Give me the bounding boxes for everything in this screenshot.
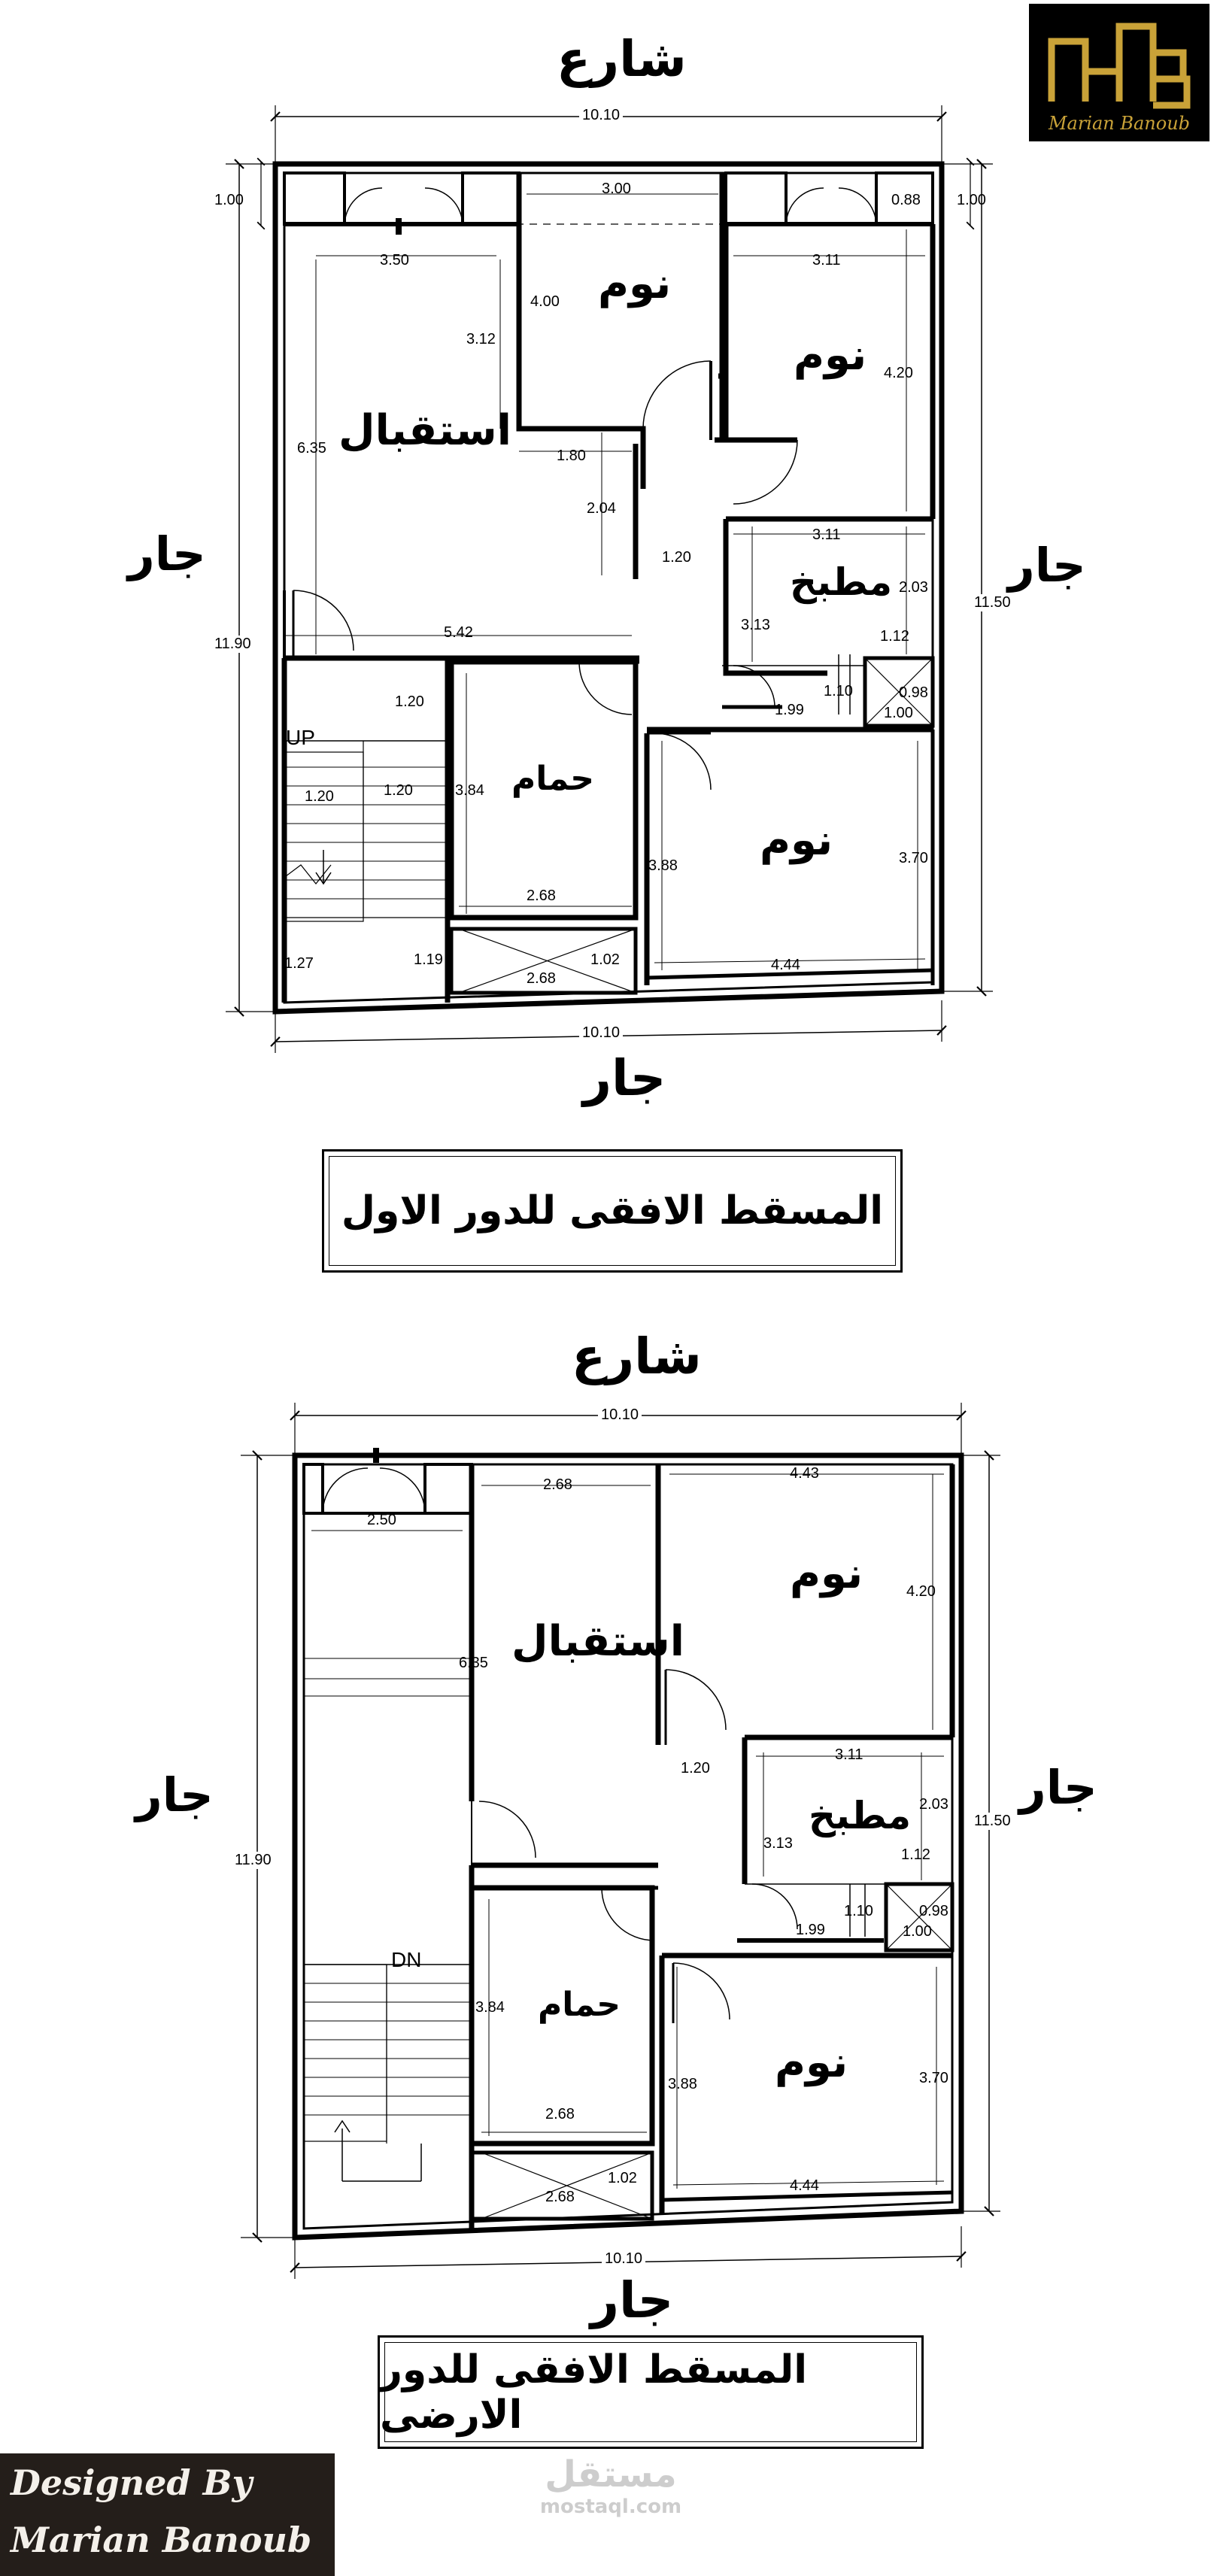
first-floor-dim-kitchen-w: 3.11 [812, 526, 841, 543]
ground-floor-dim-bed-bot-w: 4.44 [790, 2177, 819, 2194]
first-floor-room-kitchen: مطبخ [790, 560, 893, 604]
first-floor-dim-kitchen-h2: 3.13 [741, 617, 770, 633]
signature-line-2: Marian Banoub [11, 2520, 312, 2560]
ground-floor-title-frame [378, 2335, 924, 2449]
ground-floor-dim-entry-w: 2.50 [367, 1512, 396, 1528]
first-floor-dim-shaft-b: 1.00 [884, 705, 913, 721]
ground-floor-dim-kitchen-d: 1.12 [901, 1846, 930, 1863]
ground-floor-dim-shaft-a: 0.98 [919, 1903, 948, 1919]
first-floor-dim-right-h: 11.50 [974, 594, 1011, 611]
first-floor-dim-total-h: 11.90 [214, 636, 251, 652]
logo-text: Marian Banoub [1048, 113, 1191, 134]
first-floor-dim-kitchen-h1: 2.03 [899, 579, 928, 596]
first-floor-dim-reception-h1: 3.12 [466, 331, 496, 347]
ground-floor-dim-bath-h: 3.84 [475, 1999, 505, 2016]
ground-floor-dim-corridor: 1.20 [681, 1760, 710, 1776]
ground-floor-dim-kitchen-h2: 3.13 [763, 1835, 793, 1852]
ground-floor-title: المسقط الافقى للدور الارضى [380, 2347, 808, 2438]
ground-floor-dim-bottom-width: 10.10 [602, 2250, 645, 2268]
first-floor-dim-bed-bot-h: 3.88 [648, 857, 678, 874]
ground-floor-street-label: شارع [572, 1327, 702, 1385]
first-floor-dim-corridor: 1.20 [662, 549, 691, 566]
ground-floor-room-bath: حمام [538, 1986, 621, 2024]
first-floor-dim-bed-bot-h2: 3.70 [899, 850, 928, 866]
watermark [536, 2453, 686, 2518]
first-floor-dim-bath-h: 3.84 [455, 782, 484, 799]
first-floor-room-reception: استقبال [338, 406, 511, 455]
first-floor-room-bedroom-top: نوم [598, 259, 672, 308]
first-floor-room-bedroom-right: نوم [794, 331, 867, 380]
designer-signature [0, 2453, 335, 2576]
first-floor-dim-bed-right-h: 4.20 [884, 365, 913, 381]
brand-logo [1029, 4, 1209, 141]
first-floor-dim-shaft-a: 0.98 [899, 684, 928, 701]
ground-floor-room-bedroom-top: نوم [790, 1549, 863, 1598]
first-floor-dim-bath2-h: 1.02 [590, 951, 620, 968]
first-floor-dim-kitchen-small: 1.10 [824, 683, 853, 699]
first-floor-dim-hall-h: 2.04 [587, 500, 616, 517]
first-floor-street-label: شارع [557, 30, 687, 88]
first-floor-dim-hall-w: 1.80 [557, 448, 586, 464]
logo-mark-icon [1029, 11, 1209, 117]
ground-floor-dim-right-h: 11.50 [974, 1813, 1011, 1829]
first-floor-dim-balcony-left: 1.00 [214, 192, 244, 208]
ground-floor-dim-kitchen-small: 1.10 [844, 1903, 873, 1919]
first-floor-dim-balcony-right: 1.00 [957, 192, 986, 208]
ground-floor-dim-kitchen-h1: 2.03 [919, 1796, 948, 1813]
ground-floor-neighbor-left: جار [135, 1767, 214, 1822]
ground-floor-dim-kitchen-small-w: 1.99 [796, 1922, 825, 1938]
first-floor-dim-stair-landing: 1.20 [395, 693, 424, 710]
first-floor-title: المسقط الافقى للدور الاول [341, 1188, 884, 1233]
first-floor-neighbor-left: جار [128, 526, 206, 581]
watermark-latin: mostaql.com [539, 2496, 682, 2518]
first-floor-dim-kitchen-small-w: 1.99 [775, 702, 804, 718]
ground-floor-dim-reception-w: 2.68 [543, 1476, 572, 1493]
first-floor-neighbor-right: جار [1008, 538, 1086, 593]
ground-floor-neighbor-bottom: جار [590, 2271, 674, 2329]
ground-floor-stairs-label: DN [391, 1948, 422, 1971]
ground-floor-dim-kitchen-w: 3.11 [835, 1746, 863, 1763]
ground-floor-room-kitchen: مطبخ [809, 1794, 912, 1837]
first-floor-dim-stair-w2: 1.20 [384, 782, 413, 799]
first-floor-dim-balcony-door: 0.88 [891, 192, 921, 208]
first-floor-dim-reception-width: 3.50 [380, 252, 409, 269]
ground-floor-dim-bed-top-w: 4.43 [790, 1465, 819, 1482]
first-floor-title-frame [322, 1149, 903, 1273]
first-floor-dim-bed-right-w: 3.11 [812, 252, 841, 269]
ground-floor-room-reception: استقبال [511, 1617, 684, 1666]
first-floor-dim-kitchen-d: 1.12 [880, 628, 909, 645]
first-floor-dim-stair-low: 1.27 [284, 955, 314, 972]
first-floor-dim-long-w: 5.42 [444, 624, 473, 641]
first-floor-dim-reception-h2: 6.35 [297, 440, 326, 457]
watermark-arabic: مستقل [545, 2453, 677, 2496]
first-floor-room-bedroom-bottom: نوم [760, 816, 833, 865]
ground-floor-dim-bath-w: 2.68 [545, 2106, 575, 2122]
ground-floor-room-bedroom-bottom: نوم [775, 2038, 848, 2087]
ground-floor-dim-reception-h: 6.35 [459, 1655, 488, 1671]
ground-floor-dim-shaft-b: 1.00 [903, 1923, 932, 1940]
first-floor-stairs-label: UP [286, 726, 315, 749]
ground-floor-dim-bed-bot-h: 3.88 [668, 2076, 697, 2092]
signature-line-1: Designed By [11, 2462, 253, 2503]
first-floor-dim-bed-bot-w: 4.44 [771, 957, 800, 973]
first-floor-dim-bath2-w: 2.68 [527, 970, 556, 987]
first-floor-dim-bed-top-h: 4.00 [530, 293, 560, 310]
ground-floor-dim-bed-top-h: 4.20 [906, 1583, 936, 1600]
ground-floor-dim-total-h: 11.90 [235, 1852, 272, 1868]
ground-floor-plan [241, 1403, 1000, 2279]
first-floor-dim-bath-w: 2.68 [527, 887, 556, 904]
first-floor-dim-stair-w1: 1.20 [305, 788, 334, 805]
first-floor-neighbor-bottom: جار [583, 1049, 666, 1107]
first-floor-dim-stair-low2: 1.19 [414, 951, 443, 968]
ground-floor-dim-top-width: 10.10 [598, 1406, 642, 1424]
ground-floor-dim-bed-bot-h2: 3.70 [919, 2070, 948, 2086]
ground-floor-neighbor-right: جار [1019, 1760, 1097, 1815]
ground-floor-dim-bath2-h: 1.02 [608, 2170, 637, 2186]
first-floor-dim-top-width: 10.10 [579, 107, 623, 124]
ground-floor-dim-bath2-w: 2.68 [545, 2189, 575, 2205]
first-floor-dim-bed-top-w: 3.00 [602, 181, 631, 197]
first-floor-dim-bottom-width: 10.10 [579, 1024, 623, 1042]
first-floor-room-bath: حمام [511, 760, 594, 798]
